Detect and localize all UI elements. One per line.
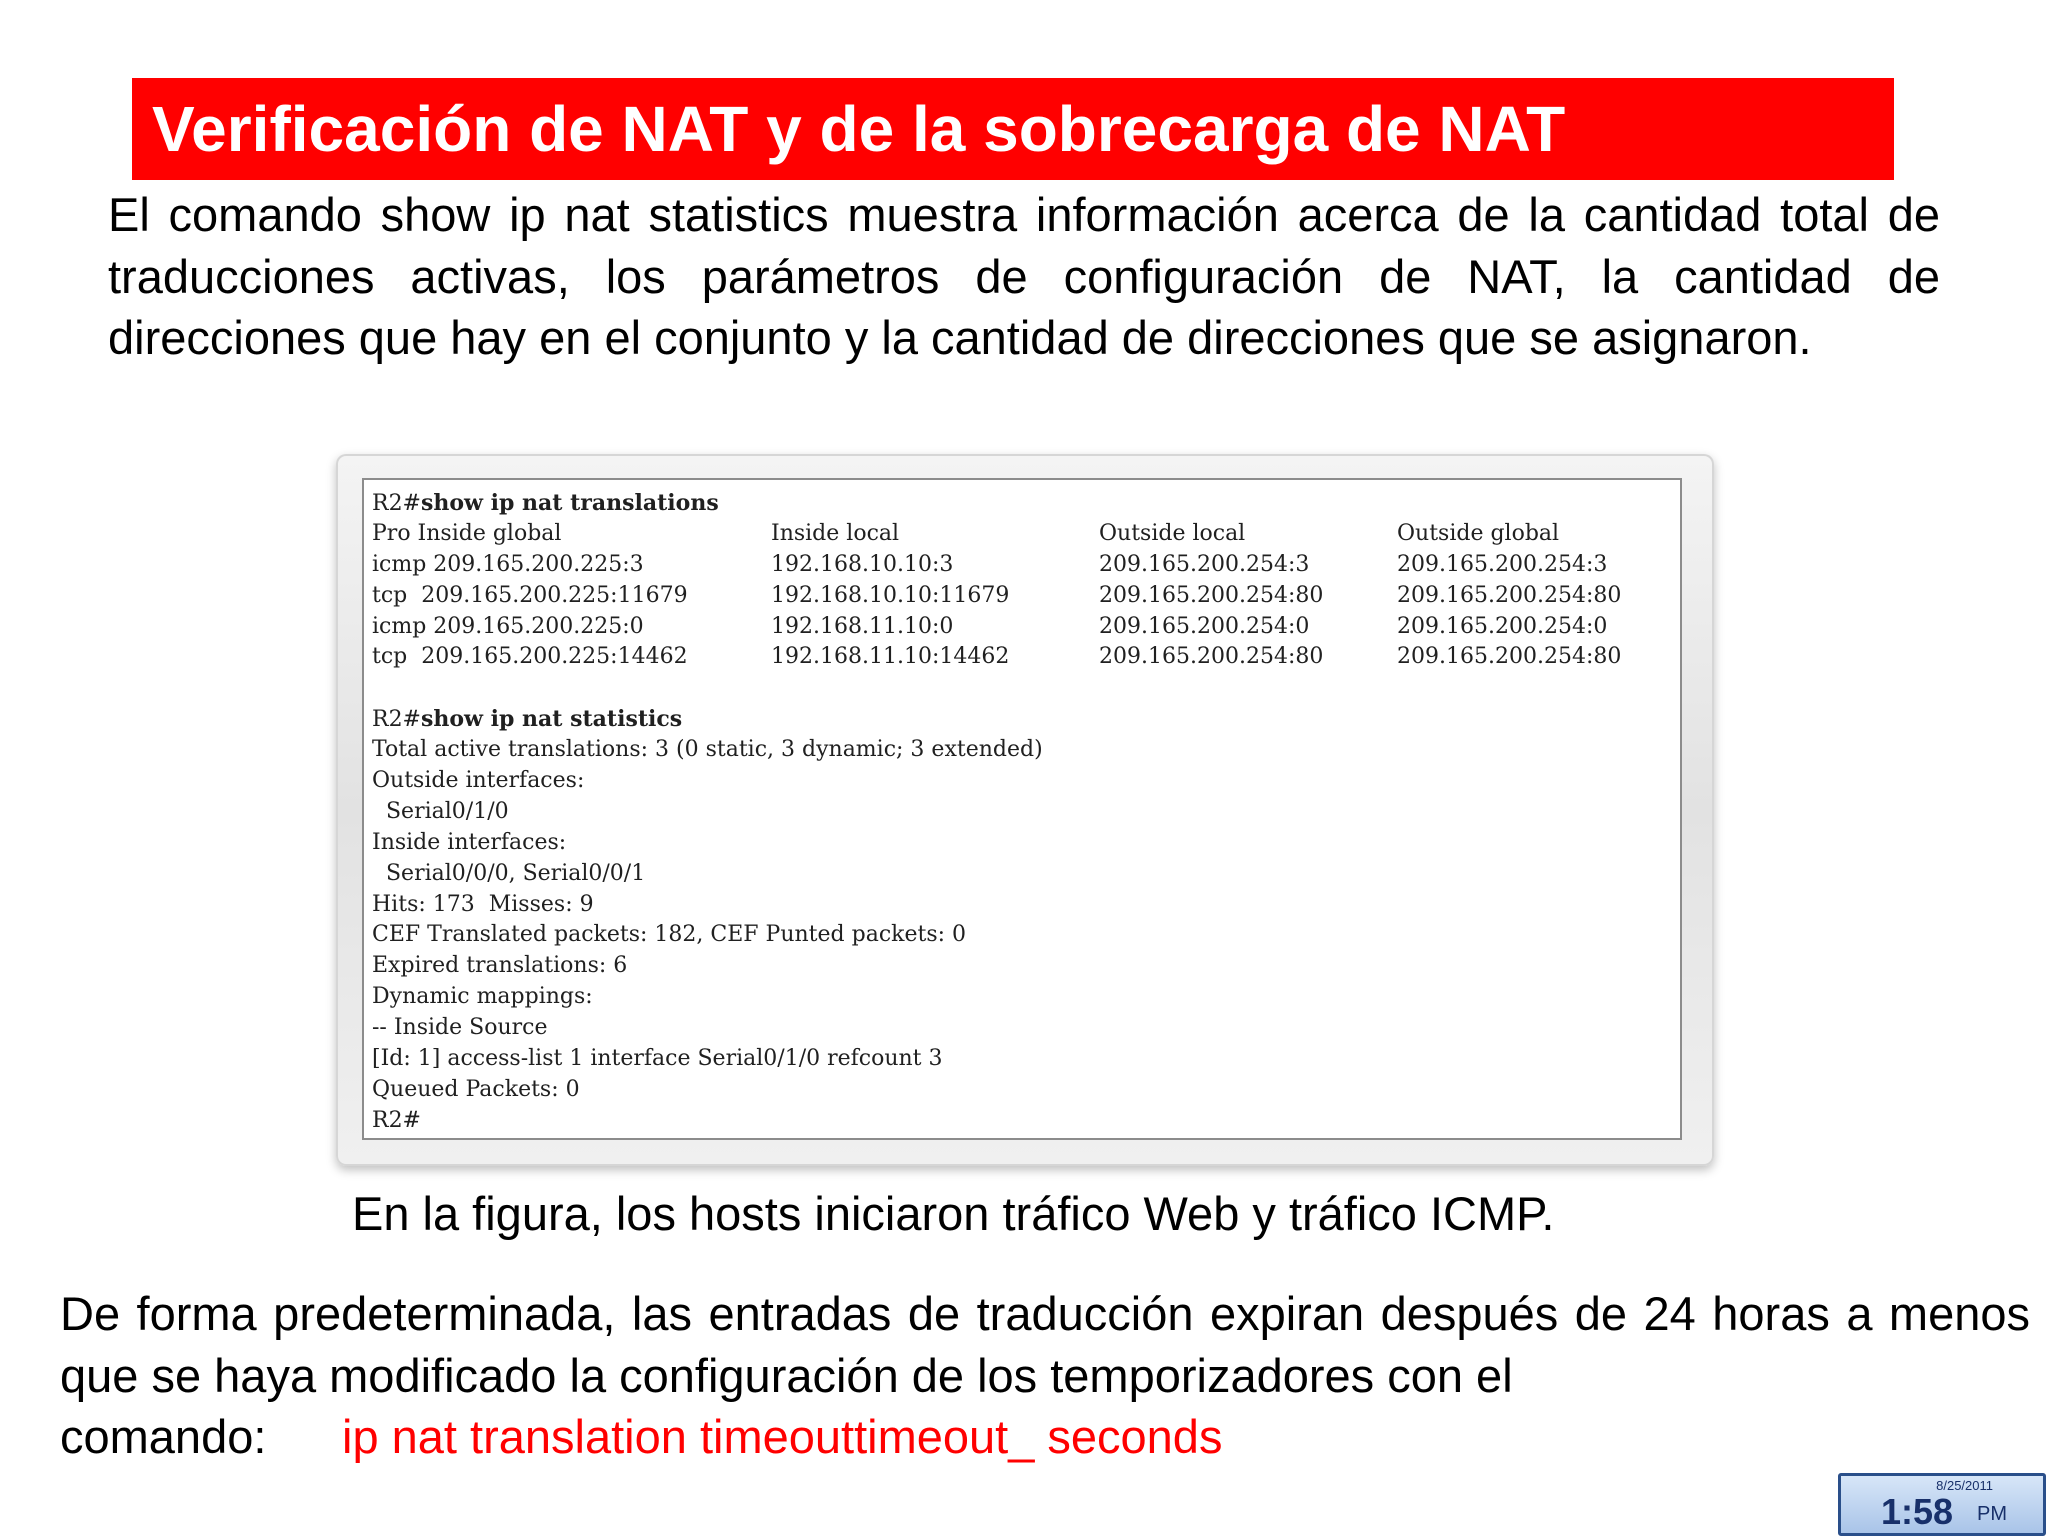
table-row	[372, 612, 1680, 643]
stats-line: -- Inside Source	[372, 1015, 548, 1041]
outro-paragraph	[60, 1283, 2030, 1468]
stats-line: [Id: 1] access-list 1 interface Serial0/1/0 refcount 3	[372, 1046, 943, 1072]
table-header: Inside local	[771, 520, 900, 546]
table-cell: 192.168.10.10:3	[771, 551, 954, 577]
table-cell: icmp 209.165.200.225:3	[372, 551, 644, 577]
terminal-figure	[336, 454, 1714, 1166]
table-cell: 209.165.200.254:80	[1397, 582, 1622, 608]
table-cell: tcp 209.165.200.225:11679	[372, 582, 688, 608]
table-cell: 192.168.11.10:0	[771, 613, 954, 639]
terminal-command: show ip nat translations	[421, 490, 719, 516]
table-cell: 209.165.200.254:0	[1099, 613, 1310, 639]
slide-title: Verificación de NAT y de la sobrecarga de NAT	[152, 93, 1566, 165]
stats-line: Dynamic mappings:	[372, 984, 593, 1010]
table-row	[372, 642, 1680, 673]
table-cell: 209.165.200.254:80	[1397, 644, 1622, 670]
stats-line: Total active translations: 3 (0 static, 3 dynamic; 3 extended)	[372, 737, 1043, 763]
table-header: Outside local	[1099, 520, 1246, 546]
table-cell: 209.165.200.254:3	[1099, 551, 1310, 577]
table-row	[372, 550, 1680, 581]
taskbar-clock[interactable]	[1838, 1473, 2046, 1536]
stats-line: Serial0/0/0, Serial0/0/1	[372, 860, 646, 886]
stats-line: Expired translations: 6	[372, 953, 628, 979]
outro-command-label: comando:	[60, 1410, 267, 1463]
table-header: Pro Inside global	[372, 520, 562, 546]
terminal-prompt: R2#	[372, 491, 421, 516]
terminal-command-line	[372, 488, 1680, 519]
outro-command: ip nat translation timeouttimeout_ seconds	[342, 1410, 1223, 1463]
stats-line: Outside interfaces:	[372, 768, 585, 794]
stats-line: Inside interfaces:	[372, 829, 567, 855]
stats-line: Queued Packets: 0	[372, 1076, 580, 1102]
table-cell: 192.168.10.10:11679	[771, 582, 1010, 608]
stats-line: CEF Translated packets: 182, CEF Punted packets: 0	[372, 922, 967, 948]
clock-date: 8/25/2011	[1936, 1478, 1993, 1493]
table-cell: 209.165.200.254:3	[1397, 551, 1608, 577]
outro-command-line	[60, 1406, 2030, 1468]
terminal-command-line	[372, 704, 1680, 735]
table-cell: tcp 209.165.200.225:14462	[372, 644, 688, 670]
table-header: Outside global	[1397, 520, 1560, 546]
figure-caption: En la figura, los hosts iniciaron tráfico Web y tráfico ICMP.	[352, 1187, 1555, 1240]
terminal-blank-line	[372, 673, 1680, 704]
outro-text: De forma predeterminada, las entradas de traducción expiran después de 24 horas a menos que se haya modificado la configuración de los temporizadores con el	[60, 1287, 2030, 1402]
title-banner	[132, 78, 1894, 180]
terminal-output	[362, 478, 1682, 1140]
table-cell: 192.168.11.10:14462	[771, 644, 1010, 670]
intro-paragraph: El comando show ip nat statistics muestra información acerca de la cantidad total de traducciones activas, los parámetros de configuración de NAT, la cantidad de direcciones que hay en el conjunto y la cantidad de direcciones que se asignaron.	[108, 188, 1940, 364]
terminal-final-prompt: R2#	[372, 1107, 421, 1133]
terminal-command: show ip nat statistics	[421, 706, 683, 733]
table-row	[372, 581, 1680, 612]
table-cell: 209.165.200.254:80	[1099, 582, 1324, 608]
stats-line: Serial0/1/0	[372, 798, 509, 824]
clock-time: 1:58	[1881, 1491, 1954, 1532]
terminal-prompt: R2#	[372, 707, 421, 733]
table-cell: icmp 209.165.200.225:0	[372, 613, 644, 639]
stats-line: Hits: 173 Misses: 9	[372, 891, 594, 917]
table-header-row	[372, 519, 1680, 550]
table-cell: 209.165.200.254:80	[1099, 644, 1324, 670]
table-cell: 209.165.200.254:0	[1397, 613, 1608, 639]
clock-ampm: PM	[1977, 1503, 2007, 1525]
